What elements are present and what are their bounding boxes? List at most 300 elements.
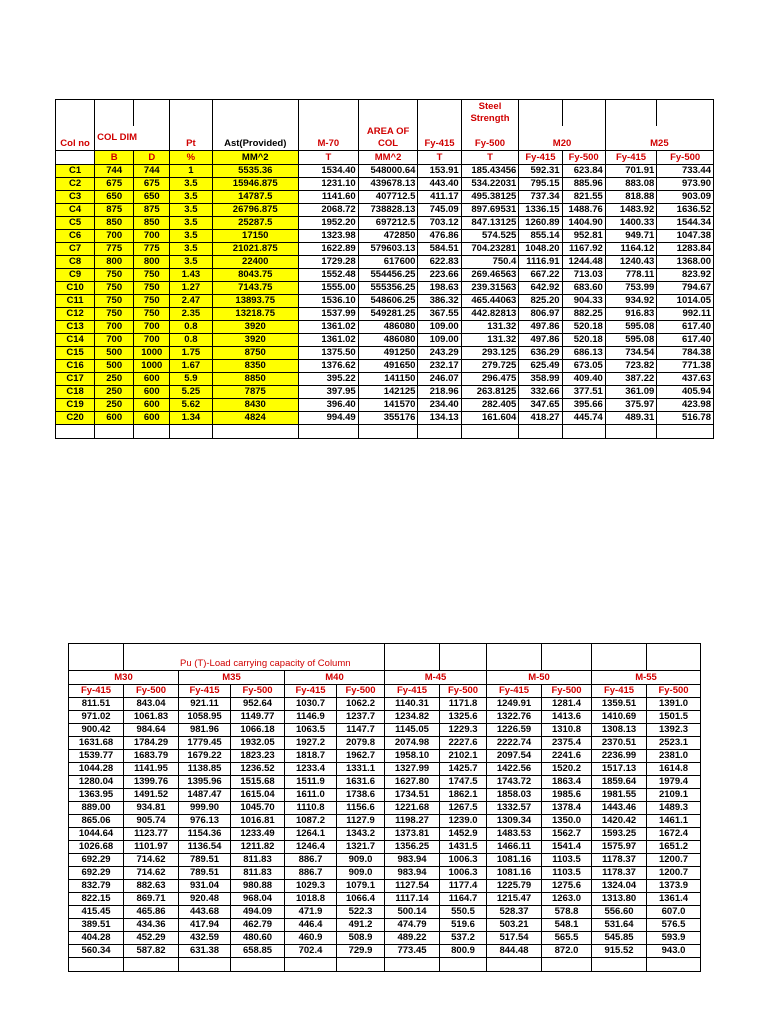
table-cell: 1267.5 xyxy=(440,802,487,815)
group-header-row xyxy=(69,671,701,685)
table-cell: 1631.6 xyxy=(337,776,385,789)
table-cell: 5.9 xyxy=(170,373,212,386)
ast-unit-header: MM^2 xyxy=(212,151,298,165)
table-cell: 358.99 xyxy=(519,373,562,386)
pt-header: Pt xyxy=(170,126,212,151)
table-cell: 686.13 xyxy=(562,347,605,360)
table-cell: 494.09 xyxy=(231,906,285,919)
table-cell: 795.15 xyxy=(519,178,562,191)
m35-header: M35 xyxy=(179,671,285,685)
table-cell: 15946.875 xyxy=(212,178,298,191)
m30-header: M30 xyxy=(69,671,179,685)
table-cell: 1000 xyxy=(134,360,170,373)
table-cell: 865.06 xyxy=(69,815,124,828)
table-cell: 1066.4 xyxy=(337,893,385,906)
table-cell: 600 xyxy=(95,412,134,425)
table-cell: 1734.51 xyxy=(385,789,440,802)
table-cell: 471.9 xyxy=(285,906,337,919)
table-cell: C5 xyxy=(56,217,95,230)
table-cell: 1356.25 xyxy=(385,841,440,854)
fy500-header: Fy-500 xyxy=(461,126,519,151)
table-row xyxy=(56,360,714,373)
table-cell: 1863.4 xyxy=(542,776,592,789)
table-cell: 915.52 xyxy=(592,945,647,958)
table-cell: 2236.99 xyxy=(592,750,647,763)
table-cell: 1.43 xyxy=(170,269,212,282)
table-cell: 723.82 xyxy=(605,360,656,373)
table-cell: 750.4 xyxy=(461,256,519,269)
table-cell: 1101.97 xyxy=(124,841,179,854)
table-cell: 617600 xyxy=(358,256,418,269)
col-no-header: Col no xyxy=(56,126,95,151)
table-cell: 386.32 xyxy=(418,295,461,308)
table-cell: 548.1 xyxy=(542,919,592,932)
table-cell: 1146.9 xyxy=(285,711,337,724)
table-cell: 387.22 xyxy=(605,373,656,386)
table-cell: 607.0 xyxy=(647,906,701,919)
table-cell: 980.88 xyxy=(231,880,285,893)
table-cell: 636.29 xyxy=(519,347,562,360)
table-row xyxy=(56,308,714,321)
m25-fy415-header: Fy-415 xyxy=(605,151,656,165)
table-cell: 1539.77 xyxy=(69,750,124,763)
table-cell: C11 xyxy=(56,295,95,308)
table-cell: 872.0 xyxy=(542,945,592,958)
table-cell: 218.96 xyxy=(418,386,461,399)
table-cell: 2381.0 xyxy=(647,750,701,763)
table-cell: 750 xyxy=(134,269,170,282)
table-cell: 934.81 xyxy=(124,802,179,815)
table-cell: 7143.75 xyxy=(212,282,298,295)
table-cell: 13218.75 xyxy=(212,308,298,321)
table-cell: 822.15 xyxy=(69,893,124,906)
table-cell: 141570 xyxy=(358,399,418,412)
table-cell: 622.83 xyxy=(418,256,461,269)
table-cell: C2 xyxy=(56,178,95,191)
m40-header: M40 xyxy=(285,671,385,685)
table-cell: 534.22031 xyxy=(461,178,519,191)
table-row xyxy=(56,230,714,243)
table-cell: 1958.10 xyxy=(385,750,440,763)
table-row xyxy=(56,191,714,204)
table-cell: 1461.1 xyxy=(647,815,701,828)
table-cell: 1154.36 xyxy=(179,828,231,841)
table-cell: 5.62 xyxy=(170,399,212,412)
table-cell: C13 xyxy=(56,321,95,334)
table-cell: 3.5 xyxy=(170,230,212,243)
table-cell: 1823.23 xyxy=(231,750,285,763)
table-cell: 1123.77 xyxy=(124,828,179,841)
table-cell: 3920 xyxy=(212,334,298,347)
table-row xyxy=(69,815,701,828)
table-row xyxy=(56,204,714,217)
table-cell: 1368.00 xyxy=(657,256,714,269)
table-cell: 250 xyxy=(95,399,134,412)
table-row xyxy=(69,724,701,737)
table-cell: 1014.05 xyxy=(657,295,714,308)
table-row xyxy=(56,373,714,386)
table-cell: 744 xyxy=(95,165,134,178)
table-cell: 1263.0 xyxy=(542,893,592,906)
table-cell: 934.92 xyxy=(605,295,656,308)
table-cell: 1177.4 xyxy=(440,880,487,893)
table-cell: 789.51 xyxy=(179,867,231,880)
table-cell: 2074.98 xyxy=(385,737,440,750)
table-cell: 595.08 xyxy=(605,321,656,334)
table-cell: 916.83 xyxy=(605,308,656,321)
table-cell: 1491.52 xyxy=(124,789,179,802)
table-cell: 1404.90 xyxy=(562,217,605,230)
table-cell: 625.49 xyxy=(519,360,562,373)
table-cell: 886.7 xyxy=(285,854,337,867)
table-row xyxy=(56,243,714,256)
table-cell: 885.96 xyxy=(562,178,605,191)
table-cell: C10 xyxy=(56,282,95,295)
table-row xyxy=(56,347,714,360)
table-cell: 1000 xyxy=(134,347,170,360)
table-cell: 1361.02 xyxy=(298,334,358,347)
table-cell: 1260.89 xyxy=(519,217,562,230)
table-cell: 800.9 xyxy=(440,945,487,958)
table-cell: 452.29 xyxy=(124,932,179,945)
m20-fy415-header: Fy-415 xyxy=(519,151,562,165)
table-cell: 818.88 xyxy=(605,191,656,204)
table-cell: 700 xyxy=(134,230,170,243)
table-cell: 232.17 xyxy=(418,360,461,373)
table-cell: 869.71 xyxy=(124,893,179,906)
area-unit-header: MM^2 xyxy=(358,151,418,165)
table-cell: 973.90 xyxy=(657,178,714,191)
table-cell: 806.97 xyxy=(519,308,562,321)
table-cell: 1200.7 xyxy=(647,854,701,867)
subheader-cell: Fy-415 xyxy=(385,685,440,698)
table-cell: 1818.7 xyxy=(285,750,337,763)
table-cell: 1520.2 xyxy=(542,763,592,776)
table-cell: 1164.7 xyxy=(440,893,487,906)
table-cell: 800 xyxy=(134,256,170,269)
table-cell: 1103.5 xyxy=(542,854,592,867)
table-row xyxy=(56,256,714,269)
table-cell: 1452.9 xyxy=(440,828,487,841)
table-cell: 476.86 xyxy=(418,230,461,243)
table-cell: 1.67 xyxy=(170,360,212,373)
table-cell: C6 xyxy=(56,230,95,243)
table-cell: 1622.89 xyxy=(298,243,358,256)
table-cell: 1927.2 xyxy=(285,737,337,750)
table-cell: 3.5 xyxy=(170,191,212,204)
table-cell: 883.08 xyxy=(605,178,656,191)
table-cell: 347.65 xyxy=(519,399,562,412)
d-header: D xyxy=(134,151,170,165)
table-cell: 404.28 xyxy=(69,932,124,945)
table-cell: 750 xyxy=(134,295,170,308)
table-cell: 1443.46 xyxy=(592,802,647,815)
table-cell: 1425.7 xyxy=(440,763,487,776)
table-cell: 2241.6 xyxy=(542,750,592,763)
table-cell: 1110.8 xyxy=(285,802,337,815)
table-cell: 1.34 xyxy=(170,412,212,425)
table-cell: 153.91 xyxy=(418,165,461,178)
table-cell: 486080 xyxy=(358,321,418,334)
subheader-row xyxy=(69,685,701,698)
subheader-cell: Fy-500 xyxy=(124,685,179,698)
table-cell: 825.20 xyxy=(519,295,562,308)
subheader-cell: Fy-415 xyxy=(69,685,124,698)
table-cell: 903.09 xyxy=(657,191,714,204)
table-cell: 500 xyxy=(95,347,134,360)
table-cell: 900.42 xyxy=(69,724,124,737)
table-cell: 1044.28 xyxy=(69,763,124,776)
table-cell: 1327.99 xyxy=(385,763,440,776)
table-cell: 3.5 xyxy=(170,243,212,256)
table-cell: 517.54 xyxy=(487,932,542,945)
table-cell: 578.8 xyxy=(542,906,592,919)
table-cell: 1167.92 xyxy=(562,243,605,256)
table-cell: 1552.48 xyxy=(298,269,358,282)
table-cell: 703.12 xyxy=(418,217,461,230)
table-cell: 411.17 xyxy=(418,191,461,204)
table-cell: 3.5 xyxy=(170,204,212,217)
table-cell: 355176 xyxy=(358,412,418,425)
table-cell: 8750 xyxy=(212,347,298,360)
table-cell: 1171.8 xyxy=(440,698,487,711)
table-row xyxy=(69,737,701,750)
table-cell: 1343.2 xyxy=(337,828,385,841)
table-cell: 522.3 xyxy=(337,906,385,919)
table-cell: 1537.99 xyxy=(298,308,358,321)
table-cell: 994.49 xyxy=(298,412,358,425)
table-cell: 750 xyxy=(134,282,170,295)
header-row-units xyxy=(56,151,714,165)
table-cell: 692.29 xyxy=(69,867,124,880)
table-cell: C17 xyxy=(56,373,95,386)
table-cell: 550.5 xyxy=(440,906,487,919)
table-row xyxy=(69,893,701,906)
table-cell: 1985.6 xyxy=(542,789,592,802)
table-cell: 545.85 xyxy=(592,932,647,945)
table-cell: 4824 xyxy=(212,412,298,425)
table-cell: 560.34 xyxy=(69,945,124,958)
table-cell: 460.9 xyxy=(285,932,337,945)
table-cell: 2375.4 xyxy=(542,737,592,750)
table-cell: 1651.2 xyxy=(647,841,701,854)
table-cell: 744 xyxy=(134,165,170,178)
table-cell: 417.94 xyxy=(179,919,231,932)
table-cell: 1611.0 xyxy=(285,789,337,802)
table-cell: 811.83 xyxy=(231,854,285,867)
table-cell: 1226.59 xyxy=(487,724,542,737)
table-cell: 2227.6 xyxy=(440,737,487,750)
table-cell: 999.90 xyxy=(179,802,231,815)
table-row xyxy=(69,841,701,854)
table-cell: 500 xyxy=(95,360,134,373)
table-cell: 1636.52 xyxy=(657,204,714,217)
table-cell: 855.14 xyxy=(519,230,562,243)
table-cell: 587.82 xyxy=(124,945,179,958)
table-cell: 1859.64 xyxy=(592,776,647,789)
table-cell: 1221.68 xyxy=(385,802,440,815)
table-cell: 1234.82 xyxy=(385,711,440,724)
table-cell: 1511.9 xyxy=(285,776,337,789)
table-cell: 109.00 xyxy=(418,321,461,334)
table-cell: 439678.13 xyxy=(358,178,418,191)
table-cell: 1361.4 xyxy=(647,893,701,906)
table-cell: 921.11 xyxy=(179,698,231,711)
table-cell: 1784.29 xyxy=(124,737,179,750)
table-cell: 375.97 xyxy=(605,399,656,412)
table-cell: 1729.28 xyxy=(298,256,358,269)
table-cell: 0.8 xyxy=(170,321,212,334)
table-cell: 442.82813 xyxy=(461,308,519,321)
table-cell: C12 xyxy=(56,308,95,321)
table-cell: 5535.36 xyxy=(212,165,298,178)
table-cell: 1672.4 xyxy=(647,828,701,841)
table-cell: 443.40 xyxy=(418,178,461,191)
fy415-header: Fy-415 xyxy=(418,126,461,151)
m25-header: M25 xyxy=(605,126,713,151)
table-cell: 134.13 xyxy=(418,412,461,425)
m55-header: M-55 xyxy=(592,671,701,685)
table-cell: 1016.81 xyxy=(231,815,285,828)
table-cell: 1962.7 xyxy=(337,750,385,763)
table-cell: 465.44063 xyxy=(461,295,519,308)
table-cell: 1483.53 xyxy=(487,828,542,841)
table-cell: 465.86 xyxy=(124,906,179,919)
table-cell: 811.51 xyxy=(69,698,124,711)
table-cell: 549281.25 xyxy=(358,308,418,321)
table-cell: 486080 xyxy=(358,334,418,347)
table-cell: 480.60 xyxy=(231,932,285,945)
table-cell: 1413.6 xyxy=(542,711,592,724)
table-cell: 531.64 xyxy=(592,919,647,932)
table-cell: 1117.14 xyxy=(385,893,440,906)
table-cell: 1322.76 xyxy=(487,711,542,724)
subheader-cell: Fy-415 xyxy=(592,685,647,698)
table-cell: 600 xyxy=(134,386,170,399)
table-cell: 600 xyxy=(134,412,170,425)
table-cell: 1376.62 xyxy=(298,360,358,373)
table-cell: 537.2 xyxy=(440,932,487,945)
table-cell: 943.0 xyxy=(647,945,701,958)
table-cell: 1501.5 xyxy=(647,711,701,724)
table-cell: 1517.13 xyxy=(592,763,647,776)
m45-header: M-45 xyxy=(385,671,487,685)
table-cell: 1029.3 xyxy=(285,880,337,893)
table-cell: 161.604 xyxy=(461,412,519,425)
table-cell: C4 xyxy=(56,204,95,217)
table-cell: 1544.34 xyxy=(657,217,714,230)
table-cell: 21021.875 xyxy=(212,243,298,256)
table-cell: 592.31 xyxy=(519,165,562,178)
table-cell: 1283.84 xyxy=(657,243,714,256)
table-cell: 1136.54 xyxy=(179,841,231,854)
table-cell: C14 xyxy=(56,334,95,347)
table-cell: 889.00 xyxy=(69,802,124,815)
table-cell: 983.94 xyxy=(385,854,440,867)
table-cell: 850 xyxy=(95,217,134,230)
table-cell: 423.98 xyxy=(657,399,714,412)
caption-row xyxy=(69,644,701,671)
table-cell: 1141.95 xyxy=(124,763,179,776)
table-cell: 737.34 xyxy=(519,191,562,204)
table-cell: 1310.8 xyxy=(542,724,592,737)
table-cell: 714.62 xyxy=(124,867,179,880)
table-cell: 714.62 xyxy=(124,854,179,867)
table-cell: 811.83 xyxy=(231,867,285,880)
table-cell: 432.59 xyxy=(179,932,231,945)
table-cell: 1103.5 xyxy=(542,867,592,880)
table-cell: 503.21 xyxy=(487,919,542,932)
table-cell: 556.60 xyxy=(592,906,647,919)
table-cell: C1 xyxy=(56,165,95,178)
table-cell: 1981.55 xyxy=(592,789,647,802)
table-cell: 25287.5 xyxy=(212,217,298,230)
table-row xyxy=(56,399,714,412)
table-cell: 584.51 xyxy=(418,243,461,256)
m20-header: M20 xyxy=(519,126,605,151)
table-cell: 1631.68 xyxy=(69,737,124,750)
table-cell: 983.94 xyxy=(385,867,440,880)
table-cell: 405.94 xyxy=(657,386,714,399)
table-cell: 279.725 xyxy=(461,360,519,373)
table-cell: 794.67 xyxy=(657,282,714,295)
table-cell: C7 xyxy=(56,243,95,256)
table-cell: 909.0 xyxy=(337,867,385,880)
table-cell: 2109.1 xyxy=(647,789,701,802)
table-cell: 395.66 xyxy=(562,399,605,412)
table-row xyxy=(56,165,714,178)
table-cell: 1375.50 xyxy=(298,347,358,360)
table-cell: 600 xyxy=(134,373,170,386)
table-cell: 1321.7 xyxy=(337,841,385,854)
table-cell: 650 xyxy=(95,191,134,204)
table-row xyxy=(56,269,714,282)
table-cell: 389.51 xyxy=(69,919,124,932)
table-cell: 1324.04 xyxy=(592,880,647,893)
table-cell: 931.04 xyxy=(179,880,231,893)
table-cell: 185.43456 xyxy=(461,165,519,178)
table-cell: 1562.7 xyxy=(542,828,592,841)
table-cell: 3.5 xyxy=(170,217,212,230)
table-cell: 1240.43 xyxy=(605,256,656,269)
table-row xyxy=(69,945,701,958)
table-cell: 445.74 xyxy=(562,412,605,425)
table-cell: 700 xyxy=(95,230,134,243)
table-cell: 434.36 xyxy=(124,919,179,932)
table-cell: 800 xyxy=(95,256,134,269)
table-cell: 1006.3 xyxy=(440,854,487,867)
table-row xyxy=(56,334,714,347)
table-cell: 395.22 xyxy=(298,373,358,386)
table-cell: 409.40 xyxy=(562,373,605,386)
table-row xyxy=(69,763,701,776)
table-cell: 26796.875 xyxy=(212,204,298,217)
table-cell: 875 xyxy=(134,204,170,217)
table-cell: 407712.5 xyxy=(358,191,418,204)
subheader-cell: Fy-415 xyxy=(179,685,231,698)
table-cell: 675 xyxy=(134,178,170,191)
table-cell: 1779.45 xyxy=(179,737,231,750)
table-cell: 1018.8 xyxy=(285,893,337,906)
table-cell: 847.13125 xyxy=(461,217,519,230)
table-cell: 952.81 xyxy=(562,230,605,243)
b-header: B xyxy=(95,151,134,165)
ast-header: Ast(Provided) xyxy=(212,126,298,151)
subheader-cell: Fy-500 xyxy=(440,685,487,698)
table-cell: 443.68 xyxy=(179,906,231,919)
subheader-cell: Fy-415 xyxy=(285,685,337,698)
table-cell: 1313.80 xyxy=(592,893,647,906)
